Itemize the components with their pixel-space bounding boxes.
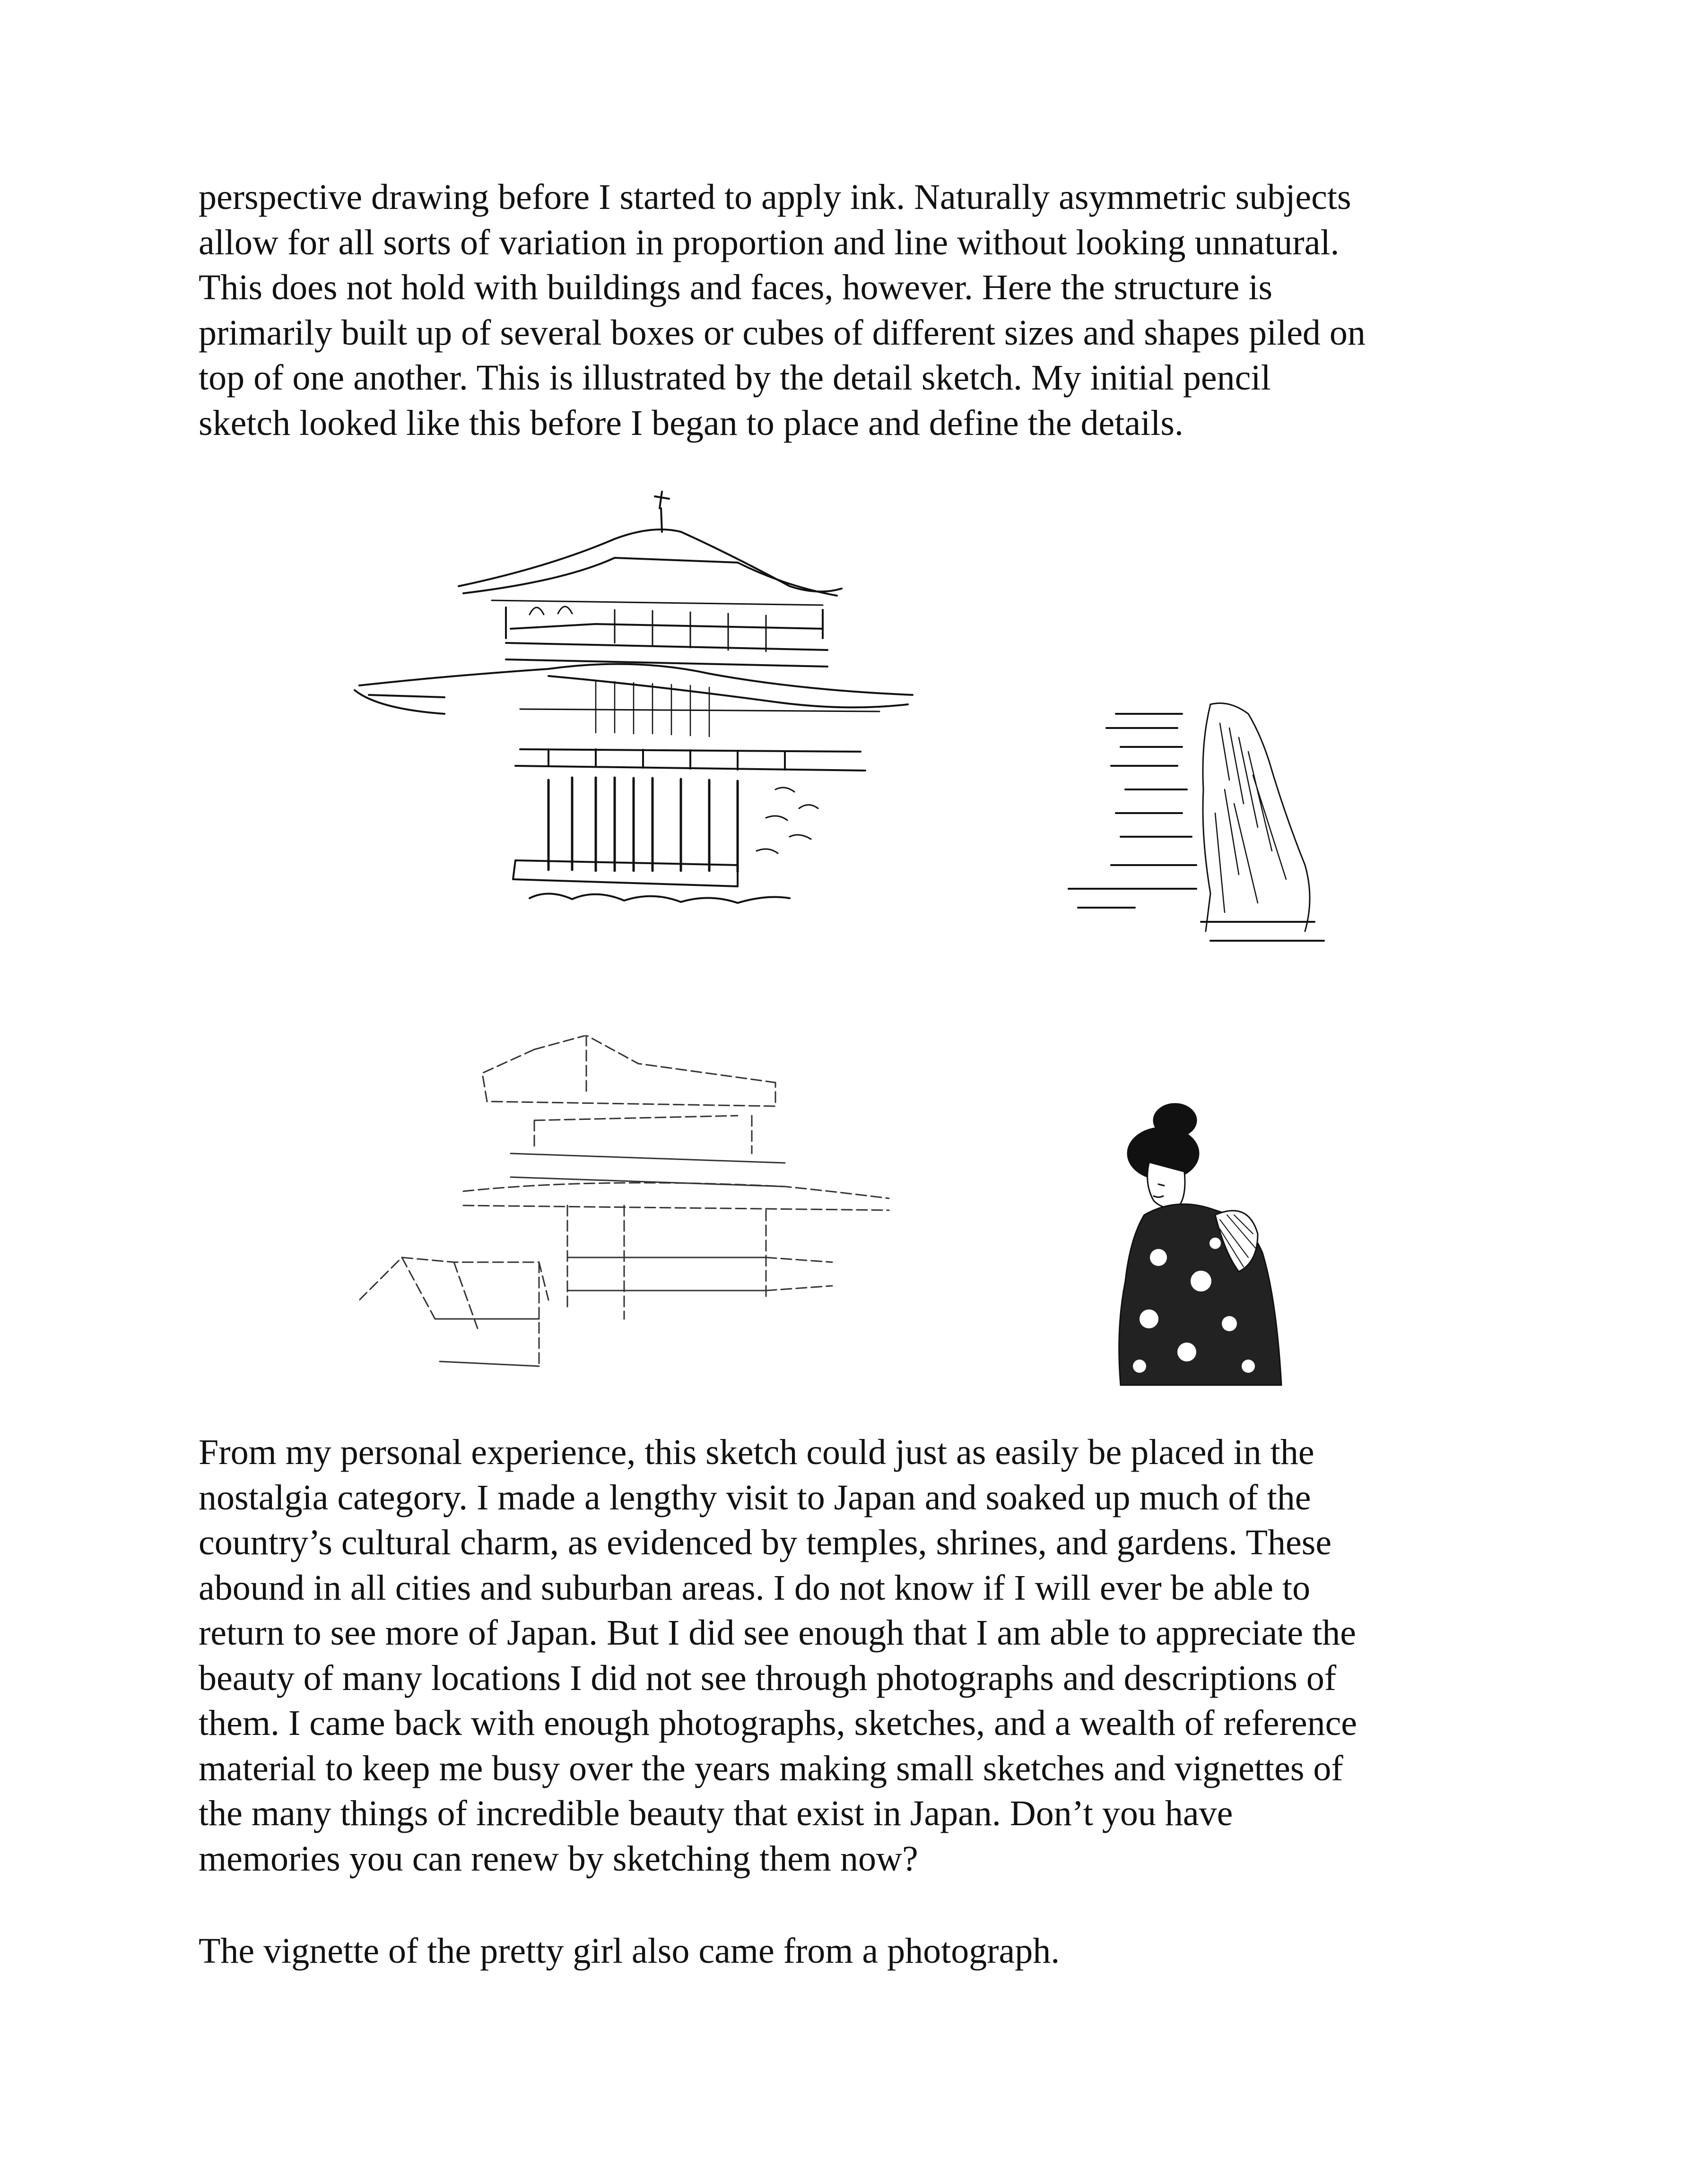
- pagoda-ink-illustration: [350, 487, 927, 922]
- text-line: the many things of incredible beauty that exist in Japan. Don’t you have: [199, 1794, 1233, 1833]
- text-line: return to see more of Japan. But I did see enough that I am able to appreciate the: [199, 1613, 1356, 1653]
- text-line: nostalgia category. I made a lengthy visit to Japan and soaked up much of the: [199, 1477, 1311, 1517]
- text-line: material to keep me busy over the years making small sketches and vignettes of: [199, 1748, 1343, 1788]
- text-line: top of one another. This is illustrated by the detail sketch. My initial pencil: [199, 358, 1271, 398]
- paragraph-2: [199, 1430, 1523, 1881]
- text-line: abound in all cities and suburban areas. I do not know if I will ever be able to: [199, 1568, 1311, 1608]
- text-line: From my personal experience, this sketch could just as easily be placed in the: [199, 1432, 1314, 1472]
- box-structure-pencil-sketch: [359, 1035, 917, 1376]
- rock-detail-sketch: [1059, 695, 1352, 960]
- text-line: sketch looked like this before I began to place and define the details.: [199, 403, 1183, 443]
- text-line: The vignette of the pretty girl also came from a photograph.: [199, 1931, 1060, 1971]
- paragraph-3: [199, 1929, 1523, 1974]
- kimono-girl-vignette: [1106, 1101, 1305, 1395]
- text-line: perspective drawing before I started to apply ink. Naturally asymmetric subjects: [199, 177, 1351, 217]
- text-line: country’s cultural charm, as evidenced by temples, shrines, and gardens. These: [199, 1523, 1332, 1562]
- text-line: them. I came back with enough photographs, sketches, and a wealth of reference: [199, 1703, 1357, 1743]
- text-line: This does not hold with buildings and faces, however. Here the structure is: [199, 268, 1273, 307]
- text-line: memories you can renew by sketching them now?: [199, 1838, 918, 1879]
- text-line: primarily built up of several boxes or cubes of different sizes and shapes piled on: [199, 312, 1366, 353]
- text-line: allow for all sorts of variation in proportion and line without looking unnatural.: [199, 222, 1340, 262]
- text-line: beauty of many locations I did not see through photographs and descriptions of: [199, 1658, 1337, 1698]
- paragraph-1: [199, 175, 1523, 446]
